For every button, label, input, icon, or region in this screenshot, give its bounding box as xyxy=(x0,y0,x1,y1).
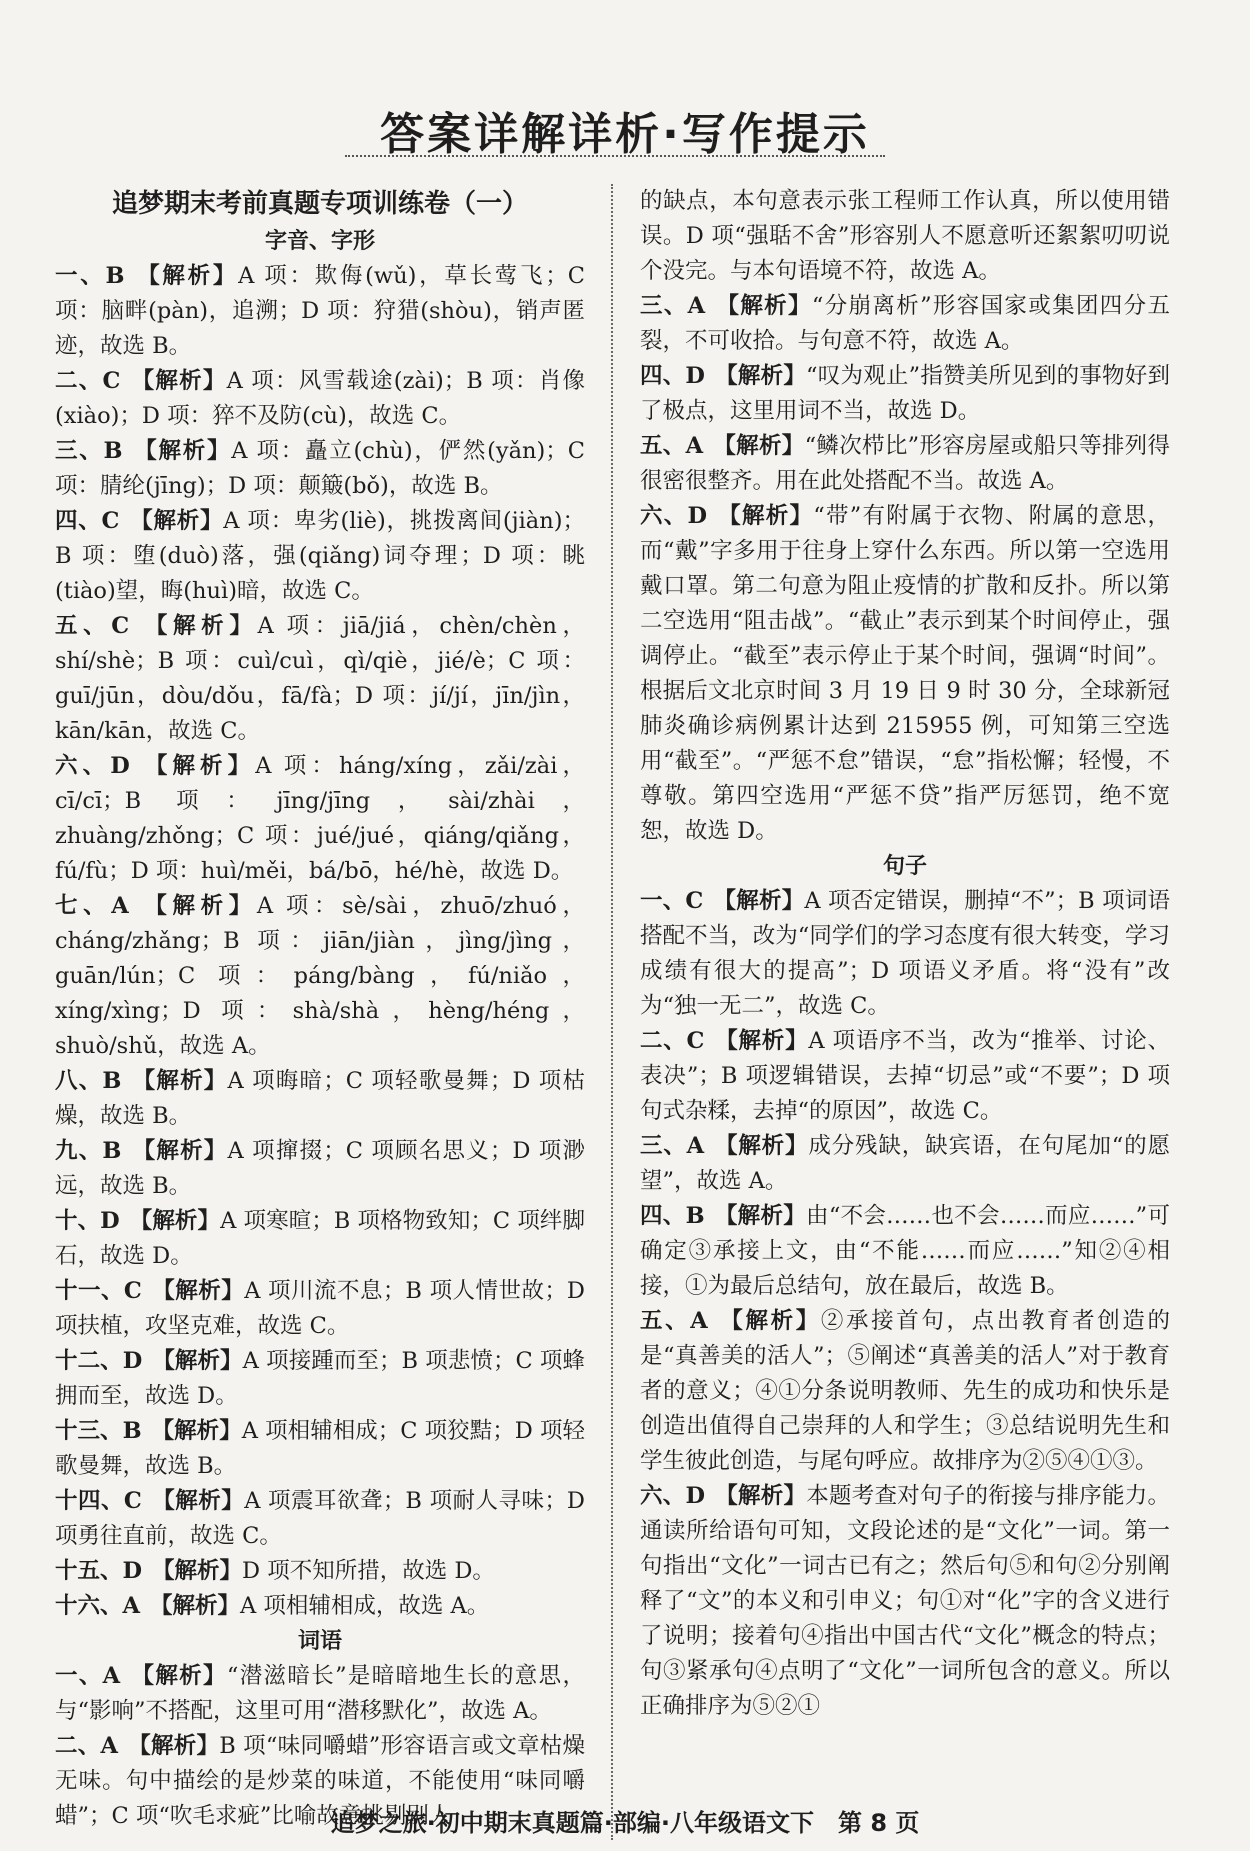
answer-item xyxy=(640,1479,1170,1724)
answer-number: 十五、D xyxy=(55,1558,143,1584)
answer-item xyxy=(55,1134,585,1204)
answer-number: 二、C xyxy=(55,368,121,394)
analysis-tag: 【解析】 xyxy=(714,1028,809,1054)
analysis-text: 由“不会……也不会……而应……”可确定③承接上文，由“不能……而应……”知②④相接，①为最后总结句，放在最后，故选 B。 xyxy=(640,1203,1170,1299)
analysis-text: A 项川流不息；B 项人情世故；D 项扶植，攻坚克难，故选 C。 xyxy=(55,1278,585,1339)
column-divider xyxy=(611,184,613,1840)
answer-number: 四、C xyxy=(55,508,120,534)
answer-list xyxy=(55,259,585,1624)
answer-item xyxy=(640,884,1170,1024)
analysis-text: A 项：矗立(chù)，俨然(yǎn)；C 项：腈纶(jīng)；D 项：颠簸(bǒ)，故选 B。 xyxy=(55,438,585,499)
analysis-tag: 【解析】 xyxy=(139,613,258,639)
answer-item xyxy=(55,889,585,1064)
answer-item xyxy=(55,1274,585,1344)
subsection-title-words: 词语 xyxy=(297,1629,342,1654)
answer-item xyxy=(55,1484,585,1554)
analysis-text: A 项寒暄；B 项格物致知；C 项绊脚石，故选 D。 xyxy=(55,1208,585,1269)
answer-item xyxy=(55,434,585,504)
answer-number: 十二、D xyxy=(55,1348,143,1374)
analysis-tag: 【解析】 xyxy=(129,508,224,534)
analysis-tag: 【解析】 xyxy=(139,753,256,779)
analysis-text: “叹为观止”指赞美所见到的事物好到了极点，这里用词不当，故选 D。 xyxy=(640,363,1170,424)
analysis-tag: 【解析】 xyxy=(132,438,232,464)
answer-number: 八、B xyxy=(55,1068,122,1094)
analysis-tag: 【解析】 xyxy=(714,363,807,389)
answer-list xyxy=(640,884,1170,1724)
answer-number: 十六、A xyxy=(55,1593,140,1619)
analysis-tag: 【解析】 xyxy=(151,1418,242,1444)
analysis-tag: 【解析】 xyxy=(717,1308,821,1334)
answer-item xyxy=(55,609,585,749)
answer-number: 三、A xyxy=(640,1133,705,1159)
analysis-text: A 项：风雪载途(zài)；B 项：肖像(xiào)；D 项：猝不及防(cù)，故选 C。 xyxy=(55,368,585,429)
analysis-tag: 【解析】 xyxy=(131,1068,228,1094)
analysis-tag: 【解析】 xyxy=(151,1488,245,1514)
analysis-tag: 【解析】 xyxy=(127,1733,220,1759)
analysis-text: A 项晦暗；C 项轻歌曼舞；D 项枯燥，故选 B。 xyxy=(55,1068,585,1129)
analysis-text: A 项震耳欲聋；B 项耐人寻味；D 项勇往直前，故选 C。 xyxy=(55,1488,585,1549)
answer-number: 六、D xyxy=(55,753,130,779)
answer-item xyxy=(55,1344,585,1414)
analysis-tag: 【解析】 xyxy=(129,1208,221,1234)
analysis-text: 成分残缺，缺宾语，在句尾加“的愿望”，故选 A。 xyxy=(640,1133,1170,1194)
analysis-text: A 项：háng/xíng，zǎi/zài，cī/cī；B 项：jīng/jīng，sài/zhài，zhuàng/zhǒng；C 项：jué/jué，qiáng/qiǎng，fú/fù；D 项：huì/měi，bá/bō，hé/hè，故选 D。 xyxy=(55,753,585,884)
analysis-text: “潜滋暗长”是暗暗地生长的意思，与“影响”不搭配，这里可用“潜移默化”，故选 A。 xyxy=(55,1663,585,1724)
analysis-text: B 项“味同嚼蜡”形容语言或文章枯燥无味。句中描绘的是炒菜的味道，不能使用“味同嚼蜡”；C 项“吹毛求疵”比喻故意挑剔别人 xyxy=(55,1733,585,1829)
answer-item xyxy=(640,429,1170,499)
analysis-text: A 项否定错误，删掉“不”；B 项词语搭配不当，改为“同学们的学习态度有很大转变，学习成绩有很大的提高”；D 项语义矛盾。将“没有”改为“独一无二”，故选 C。 xyxy=(640,888,1170,1019)
analysis-tag: 【解析】 xyxy=(715,293,812,319)
analysis-tag: 【解析】 xyxy=(131,1138,228,1164)
answer-item xyxy=(55,1414,585,1484)
analysis-text: A 项：欺侮(wǔ)，草长莺飞；C 项：脑畔(pàn)，追溯；D 项：狩猎(shòu)，销声匿迹，故选 B。 xyxy=(55,263,585,359)
answer-number: 一、B xyxy=(55,263,125,289)
answer-item xyxy=(640,499,1170,849)
analysis-tag: 【解析】 xyxy=(138,893,257,919)
continued-text: 的缺点，本句意表示张工程师工作认真，所以使用错误。D 项“强聒不舍”形容别人不愿意听还絮絮叨叨说个没完。与本句语境不符，故选 A。 xyxy=(640,188,1170,284)
subsection-title-pronunciation: 字音、字形 xyxy=(264,229,375,254)
answer-number: 四、D xyxy=(640,363,705,389)
analysis-text: A 项语序不当，改为“推举、讨论、表决”；B 项逻辑错误，去掉“切忌”或“不要”；D 项句式杂糅，去掉“的原因”，故选 C。 xyxy=(640,1028,1170,1124)
answer-item xyxy=(640,1024,1170,1129)
title-divider xyxy=(345,155,885,157)
analysis-tag: 【解析】 xyxy=(152,1558,243,1584)
answer-item xyxy=(640,359,1170,429)
analysis-tag: 【解析】 xyxy=(152,1348,243,1374)
answer-item xyxy=(640,1199,1170,1304)
analysis-tag: 【解析】 xyxy=(714,1203,807,1229)
analysis-text: A 项相辅相成，故选 A。 xyxy=(239,1593,490,1619)
right-column xyxy=(640,184,1170,1724)
left-column xyxy=(55,184,585,1834)
analysis-text: D 项不知所措，故选 D。 xyxy=(242,1558,495,1584)
analysis-text: A 项接踵而至；B 项悲愤；C 项蜂拥而至，故选 D。 xyxy=(55,1348,585,1409)
analysis-text: “带”有附属于衣物、附属的意思，而“戴”字多用于往身上穿什么东西。所以第一空选用戴口罩。第二句意为阻止疫情的扩散和反扑。所以第二空选用“阻击战”。“截止”表示到某个时间停止，强调停止。“截至”表示停止于某个时间，强调“时间”。根据后文北京时间 3 月 19 日 9 时 30 分，全球新冠肺炎确诊病例累计达到 215955 例，可知第三空选用“截至”。“严惩不怠”错误，“怠”指松懈；轻慢，不尊敬。第四空选用“严惩不贷”指严厉惩罚，绝不宽恕，故选 D。 xyxy=(640,503,1170,844)
analysis-text: “鳞次栉比”形容房屋或船只等排列得很密很整齐。用在此处搭配不当。故选 A。 xyxy=(640,433,1170,494)
answer-number: 二、C xyxy=(640,1028,705,1054)
answer-number: 三、A xyxy=(640,293,706,319)
answer-item xyxy=(55,1064,585,1134)
analysis-text: 本题考查对句子的衔接与排序能力。通读所给语句可知，文段论述的是“文化”一词。第一句指出“文化”一词古已有之；然后句⑤和句②分别阐释了“文”的本义和引申义；句①对“化”字的含义进行了说明；接着句④指出中国古代“文化”概念的特点；句③紧承句④点明了“文化”一词所包含的意义。所以正确排序为⑤②① xyxy=(640,1483,1170,1719)
analysis-tag: 【解析】 xyxy=(714,1133,809,1159)
analysis-tag: 【解析】 xyxy=(151,1278,245,1304)
answer-item xyxy=(55,749,585,889)
analysis-tag: 【解析】 xyxy=(715,1483,807,1509)
answer-number: 五、A xyxy=(640,433,704,459)
answer-number: 七、A xyxy=(55,893,129,919)
answer-item xyxy=(55,504,585,609)
answer-item xyxy=(55,1554,585,1589)
analysis-tag: 【解析】 xyxy=(130,1663,227,1689)
answer-number: 五、C xyxy=(55,613,130,639)
answer-number: 九、B xyxy=(55,1138,122,1164)
answer-number: 一、A xyxy=(55,1663,121,1689)
answer-number: 三、B xyxy=(55,438,123,464)
subsection-title-sentences: 句子 xyxy=(882,854,927,879)
analysis-tag: 【解析】 xyxy=(149,1593,240,1619)
analysis-tag: 【解析】 xyxy=(717,503,814,529)
answer-number: 六、D xyxy=(640,1483,706,1509)
answer-item xyxy=(55,259,585,364)
analysis-tag: 【解析】 xyxy=(713,433,805,459)
answer-item xyxy=(640,1129,1170,1199)
answer-item xyxy=(55,1589,585,1624)
page-footer: 追梦之旅·初中期末真题篇·部编·八年级语文下 第 8 页 xyxy=(330,1809,920,1837)
answer-number: 十三、B xyxy=(55,1418,142,1444)
answer-number: 四、B xyxy=(640,1203,705,1229)
answer-item xyxy=(640,289,1170,359)
answer-number: 五、A xyxy=(640,1308,708,1334)
answer-item xyxy=(55,1204,585,1274)
section-title: 追梦期末考前真题专项训练卷（一） xyxy=(111,189,528,219)
answer-number: 十、D xyxy=(55,1208,120,1234)
answer-number: 一、C xyxy=(640,888,704,914)
answer-item xyxy=(640,1304,1170,1479)
analysis-text: A 项：jiā/jiá，chèn/chèn，shí/shè；B 项：cuì/cuì，qì/qiè，jié/è；C 项：guī/jūn，dòu/dǒu，fā/fà；D 项：jí/jí，jīn/jìn，kān/kān，故选 C。 xyxy=(55,613,585,744)
analysis-tag: 【解析】 xyxy=(130,368,227,394)
analysis-text: A 项撺掇；C 项顾名思义；D 项渺远，故选 B。 xyxy=(55,1138,585,1199)
answer-number: 十一、C xyxy=(55,1278,142,1304)
analysis-text: ②承接首句，点出教育者创造的是“真善美的活人”；⑤阐述“真善美的活人”对于教育者的意义；④①分条说明教师、先生的成功和快乐是创造出值得自己崇拜的人和学生；③总结说明先生和学生彼此创造，与尾句呼应。故排序为②⑤④①③。 xyxy=(640,1308,1170,1474)
answer-item xyxy=(55,364,585,434)
page-title: 答案详解详析·写作提示 xyxy=(380,109,870,160)
analysis-text: A 项相辅相成；C 项狡黠；D 项轻歌曼舞，故选 B。 xyxy=(55,1418,585,1479)
analysis-text: A 项：sè/sài，zhuō/zhuó，cháng/zhǎng；B 项：jiān/jiàn，jìng/jìng，guān/lún；C 项：páng/bàng，fú/niǎo，xíng/xìng；D 项：shà/shà，hèng/héng，shuò/shǔ，故选 A。 xyxy=(55,893,585,1059)
analysis-tag: 【解析】 xyxy=(713,888,805,914)
answer-list xyxy=(640,289,1170,849)
answer-item xyxy=(55,1659,585,1729)
answer-number: 十四、C xyxy=(55,1488,142,1514)
analysis-text: “分崩离析”形容国家或集团四分五裂，不可收拾。与句意不符，故选 A。 xyxy=(640,293,1170,354)
analysis-tag: 【解析】 xyxy=(134,263,239,289)
answer-number: 六、D xyxy=(640,503,708,529)
analysis-text: A 项：卑劣(liè)，挑拨离间(jiàn)；B 项：堕(duò)落，强(qiǎng)词夺理；D 项：眺(tiào)望，晦(huì)暗，故选 C。 xyxy=(55,508,585,604)
answer-number: 二、A xyxy=(55,1733,118,1759)
